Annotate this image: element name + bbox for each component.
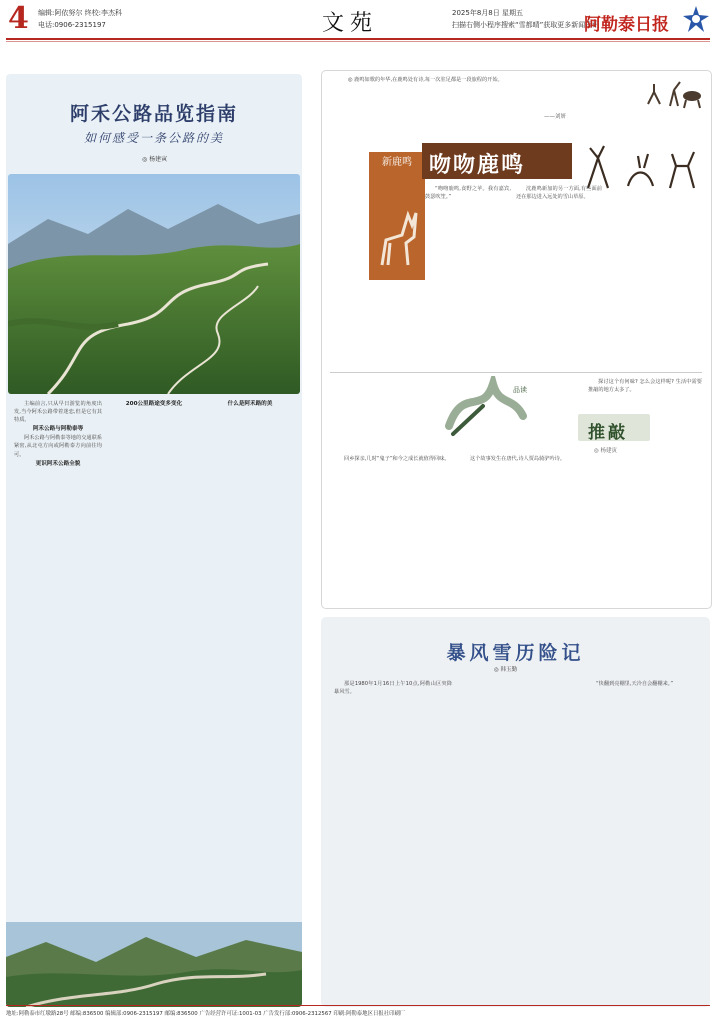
right-bottom-column-3 — [586, 680, 704, 1000]
page-number: 4 — [8, 1, 29, 36]
phone-line: 电话:0906-2315197 — [38, 21, 106, 29]
right-bottom-column-2 — [460, 680, 578, 1000]
right-bottom-title: 暴风雪历险记 — [446, 642, 585, 664]
right-top-column-2 — [516, 185, 602, 370]
right-top-paragraph: “吻吻鹿鸣,食野之苹。我有嘉宾,鼓瑟吹笙。” — [425, 186, 511, 201]
right-top-title: 吻吻鹿鸣 — [429, 152, 526, 178]
left-article-title: 阿禾公路品览指南 — [69, 103, 238, 125]
left-article-panel — [6, 74, 302, 1007]
left-column-1 — [14, 400, 102, 920]
road-landscape-photo — [8, 174, 300, 394]
mid-vertical-label: 品读 — [513, 386, 527, 394]
mid-paragraph: 回乡探亲,几时“鬼子”和今之成长就值得回味。 — [344, 456, 450, 462]
paper-logo-icon — [683, 6, 709, 32]
left-subhead: 更识阿禾公路全貌 — [35, 460, 81, 467]
left-paragraph: 主编前言,只从早日游览的角度出发,当今阿禾公路带着迷恋,但是它有其特质。 — [14, 401, 102, 424]
right-top-column-1 — [425, 185, 511, 370]
app-promo-line: 扫描右侧小程序搜索“雪都晴”获取更多新闻资讯 — [452, 21, 600, 29]
footer-info: 地址:阿勒泰市红墩路28号 邮编:836500 编辑部:0906-2315197 邮编:836500 广告经营许可证:1001-03 广告发行部:0906-2312567 印刷:阿勒泰地区日报社印刷厂 — [6, 1011, 406, 1017]
left-subhead: 200公里路途变多变化 — [125, 401, 183, 407]
right-bottom-column-1 — [334, 680, 452, 1000]
mountain-road-photo — [6, 922, 302, 1007]
left-article-subtitle: 如何感受一条公路的美 — [83, 131, 224, 145]
right-top-intro-byline: ——刘妍 — [544, 114, 567, 120]
right-top-vertical-label: 新鹿鸣 — [382, 157, 412, 168]
editor-line: 编辑:阿依努尔 终校:李杰科 — [38, 9, 122, 17]
rock-art-icon — [640, 74, 706, 114]
deer-silhouette-icon — [372, 195, 422, 275]
date-line: 2025年8月8日 星期五 — [452, 9, 523, 17]
mid-intro — [588, 378, 702, 408]
section-title: 文苑 — [322, 11, 379, 36]
paper-logo-text: 阿勒泰日报 — [584, 15, 669, 35]
right-top-paragraph: 沈鹿鸣新加的另一方面,有些面前还在那边进入远处的雪山草原。 — [516, 186, 602, 201]
left-column-3 — [206, 400, 294, 920]
left-subhead: 什么是阿禾路的美 — [227, 401, 273, 407]
left-column-2 — [110, 400, 198, 920]
mid-column-2 — [460, 455, 578, 585]
right-bottom-paragraph: “快翻到亮棚里,天冷自会翻棚来。” — [596, 681, 674, 687]
mid-divider — [330, 372, 702, 373]
mid-paragraph: 这个故事发生在唐代,诗人贾岛骑驴吟诗。 — [470, 456, 566, 462]
right-top-intro-text: ◎ 鹿鸣如歌的年华,在鹿鸣处有诗,每一次驻足都是一段旅程的开始。 — [348, 77, 503, 83]
left-subhead: 阿禾公路与阿勒泰等 — [32, 426, 84, 433]
mid-byline: ◎ 杨建寅 — [594, 448, 618, 454]
mid-title: 推敲 — [588, 423, 628, 443]
mid-column-3 — [586, 455, 704, 570]
right-top-intro — [338, 76, 638, 110]
left-article-byline: ◎ 杨建寅 — [142, 156, 168, 163]
mid-column-1 — [334, 455, 452, 585]
left-paragraph: 阿禾公路与阿勒泰等地的交通联系紧密,从北屯方向或阿勒泰方向前往均可。 — [14, 435, 102, 458]
right-bottom-byline: ◎ 韩玉勤 — [494, 667, 518, 673]
right-bottom-paragraph: 那是1980年1月16日上午10点,阿勒山区突降暴风雪。 — [334, 681, 452, 696]
right-top-column-3 — [606, 200, 702, 370]
mid-intro-text: 探讨这个有何味? 怎么会这样呢? 生活中需要推敲的地方太多了。 — [588, 379, 702, 394]
footer-rule — [6, 1005, 710, 1006]
header-rule — [6, 38, 710, 40]
header-rule-thin — [6, 41, 710, 42]
